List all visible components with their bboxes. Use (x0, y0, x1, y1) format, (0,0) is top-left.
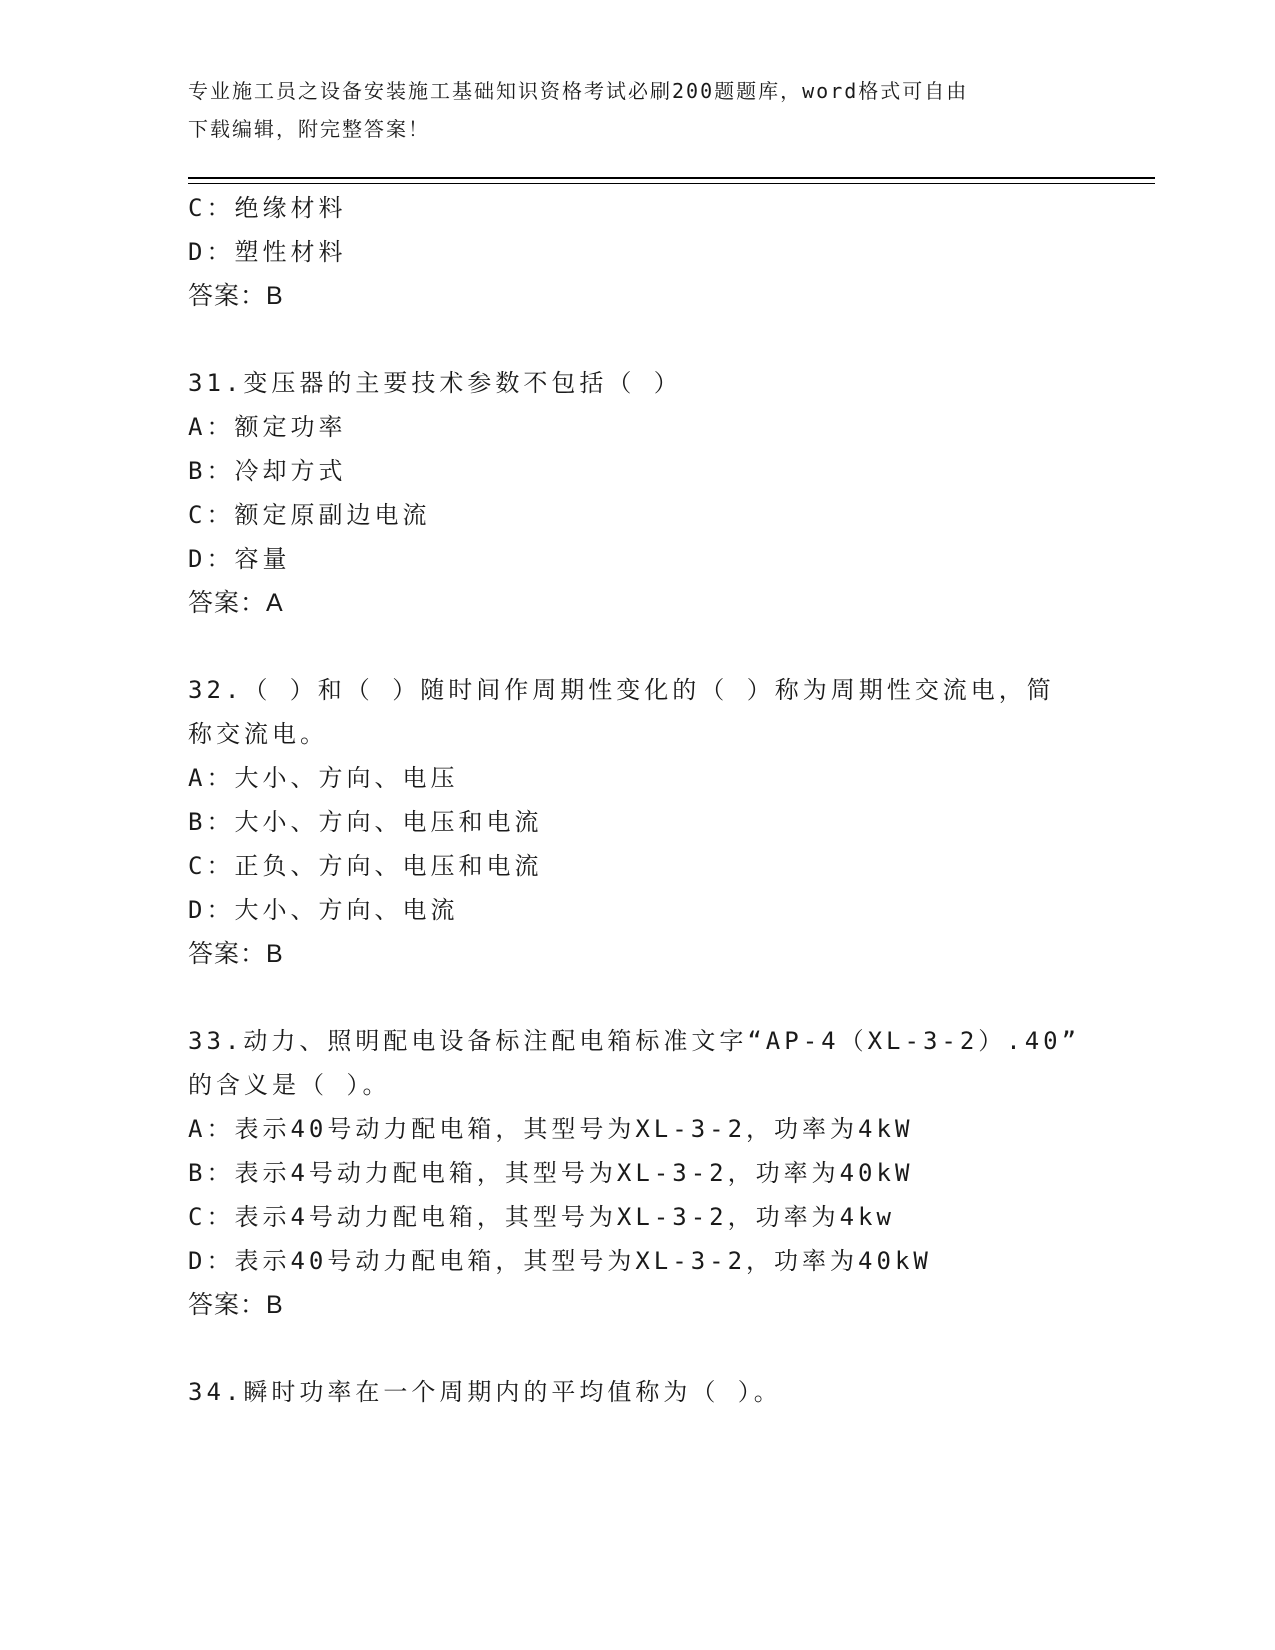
q33-option-a: A：表示40号动力配电箱，其型号为XL-3-2，功率为4kW (188, 1115, 914, 1143)
q32-option-b: B：大小、方向、电压和电流 (188, 808, 543, 836)
q30-answer: 答案：B (188, 282, 284, 310)
header-line-2: 下载编辑，附完整答案！ (188, 117, 430, 141)
q33-option-b: B：表示4号动力配电箱，其型号为XL-3-2，功率为40kW (188, 1159, 914, 1187)
q32-option-c: C：正负、方向、电压和电流 (188, 852, 543, 880)
q30-option-c: C：绝缘材料 (188, 194, 347, 222)
q32-option-a: A：大小、方向、电压 (188, 764, 459, 792)
header-divider-thin (188, 183, 1155, 184)
q32-stem-line-2: 称交流电。 (188, 720, 328, 748)
q32-option-d: D：大小、方向、电流 (188, 896, 459, 924)
q31-option-c: C：额定原副边电流 (188, 501, 431, 529)
q30-option-d: D：塑性材料 (188, 238, 347, 266)
q33-stem-line-1: 33.动力、照明配电设备标注配电箱标准文字“AP-4（XL-3-2）.40” (188, 1027, 1081, 1055)
q31-option-b: B：冷却方式 (188, 457, 347, 485)
q31-answer: 答案：A (188, 589, 284, 617)
q31-stem: 31.变压器的主要技术参数不包括（ ） (188, 369, 682, 397)
q33-option-c: C：表示4号动力配电箱，其型号为XL-3-2，功率为4kw (188, 1203, 895, 1231)
q34-stem: 34.瞬时功率在一个周期内的平均值称为（ ）。 (188, 1378, 782, 1406)
q31-option-a: A：额定功率 (188, 413, 347, 441)
q32-answer: 答案：B (188, 940, 284, 968)
header-divider-thick (188, 177, 1155, 179)
q33-option-d: D：表示40号动力配电箱，其型号为XL-3-2，功率为40kW (188, 1247, 932, 1275)
header-line-1: 专业施工员之设备安装施工基础知识资格考试必刷200题题库，word格式可自由 (188, 79, 969, 103)
document-header (188, 72, 1088, 148)
q33-stem-line-2: 的含义是（ ）。 (188, 1071, 391, 1099)
q32-stem-line-1: 32.（ ）和（ ）随时间作周期性变化的（ ）称为周期性交流电，简 (188, 676, 1055, 704)
q31-option-d: D：容量 (188, 545, 291, 573)
q33-answer: 答案：B (188, 1291, 284, 1319)
